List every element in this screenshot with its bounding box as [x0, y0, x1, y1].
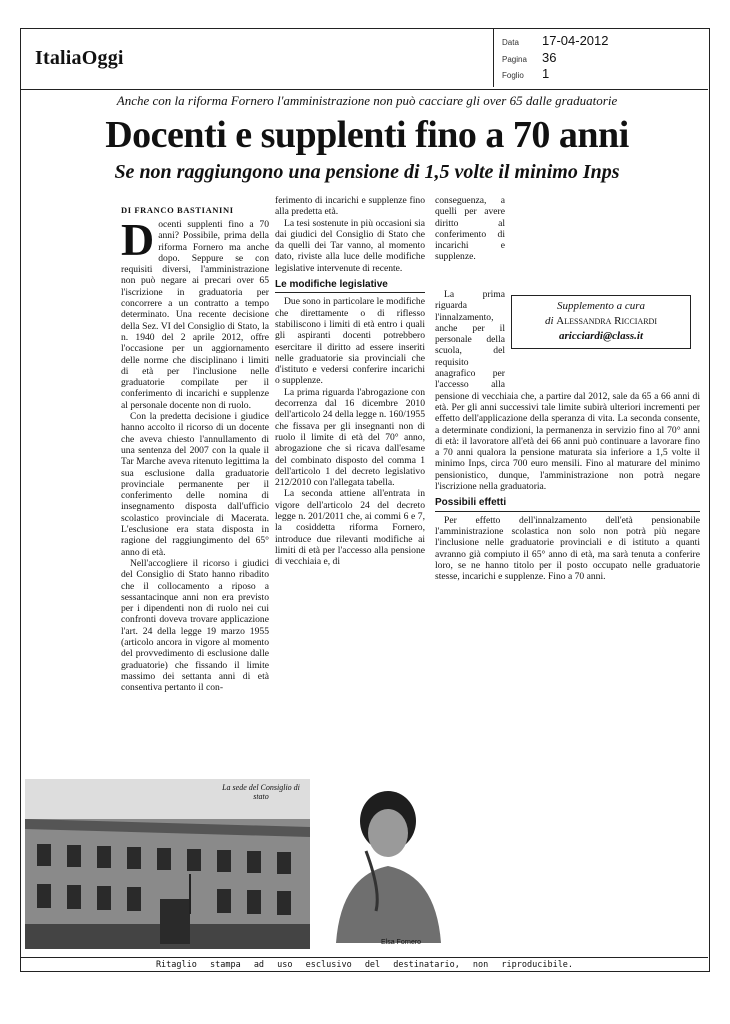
section-heading: Possibili effetti	[435, 497, 700, 511]
paragraph: La tesi sostenute in più occasioni sia dai giudici del Consiglio di Stato che da quelli dei Tar vanno, al momento dato, riviste alla luce delle modifiche legislative intervenute di recente.	[275, 217, 425, 274]
article-kicker: Anche con la riforma Fornero l'amministrazione non può cacciare gli over 65 dalle graduatorie	[116, 93, 618, 108]
supplement-editor: di Alessandra Ricciardi	[544, 315, 657, 327]
supplement-line: Supplemento a cura	[557, 300, 645, 312]
editor-name: Alessandra Ricciardi	[556, 315, 657, 327]
article-column-3	[435, 289, 700, 779]
article-title: Docenti e supplenti fino a 70 anni	[105, 114, 629, 156]
byline: DI FRANCO BASTIANINI	[121, 205, 234, 215]
paragraph: ferimento di incarichi e supplenze fino alla predetta età.	[275, 195, 425, 218]
article-column-2	[275, 195, 425, 779]
building-photo	[25, 779, 310, 949]
paragraph: conseguenza, a quelli per avere diritto al conferimento di incarichi e supplenze.	[435, 195, 505, 263]
paragraph: Per effetto dell'innalzamento dell'età pensionabile l'amministrazione scolastica non solo non potrà più negare l'inclusione nelle graduatorie provinciali e di istituto a quanti avranno già compiuto il 65° anno di età, ma sarà tenuta a conferire loro, se ne hanno titolo per il posto occupato nelle graduatorie stesse, incarichi e supplenze. Fino a 70 anni.	[435, 514, 700, 583]
sheet-label: Foglio	[502, 71, 524, 80]
page-label: Pagina	[502, 55, 527, 64]
date-label: Data	[502, 38, 519, 47]
paragraph: La prima riguarda l'abrogazione con decorrenza dal 16 dicembre 2010 dell'articolo 24 della legge n. 160/1955 che fissava per gli insegnanti non di ruolo il limite di età del 70° anno, abrogazione che si ricava dall'esame del combinato disposto del comma 1 dell'articolo 1 del decreto legislativo 212/2010 con l'allegata tabella.	[275, 386, 425, 489]
date-value: 17-04-2012	[542, 33, 609, 48]
supplement-box	[511, 295, 691, 349]
editor-email: aricciardi@class.it	[558, 330, 643, 342]
portrait-caption: Elsa Fornero	[381, 939, 422, 946]
clipping-footer: Ritaglio stampa ad uso esclusivo del destinatario, non riproducibile.	[21, 957, 708, 972]
clipping-header	[21, 29, 708, 90]
photo-caption: La sede del Consiglio di stato	[222, 783, 300, 801]
portrait-photo	[326, 781, 448, 943]
paragraph: La seconda attiene all'entrata in vigore dell'articolo 24 del decreto legge n. 201/2011 che, ai commi 6 e 7, la cosiddetta riforma Fornero, introduce due rilevanti modifiche ai limiti di età per l'accesso alla pensione di vecchiaia e, di	[275, 488, 425, 568]
paragraph: Nell'accogliere il ricorso i giudici del Consiglio di Stato hanno ribadito che il collocamento a riposo a sessantacinque anni non era previsto per i dipendenti non di ruolo nei cui confronti doveva trovare applicazione l'art. 24 della legge 19 marzo 1955 (articolo ancora in vigore al momento del provvedimento di esclusione dalle graduatorie) che fissando il limite massimo dei settanta anni di età consentiva pertanto il con-	[121, 557, 269, 694]
page-value: 36	[542, 50, 557, 65]
article-column-1	[121, 219, 269, 779]
article-subtitle: Se non raggiungono una pensione di 1,5 volte il minimo Inps	[114, 161, 620, 183]
sheet-value: 1	[542, 66, 550, 81]
clipping-meta	[493, 29, 709, 87]
section-heading: Le modifiche legislative	[275, 279, 425, 293]
paragraph: Due sono in particolare le modifiche che direttamente o di riflesso stabiliscono i limiti di età entro i quali gli aspiranti docenti potrebbero esercitare il diritto ad essere inseriti nelle graduatorie sia provinciali che d'istituto e vedersi conferire incarichi o supplenze.	[275, 296, 425, 387]
newspaper-logo: ItaliaOggi	[35, 47, 124, 69]
paragraph: Docenti supplenti fino a 70 anni? Possibile, prima della riforma Fornero ma anche dopo. Seppure se con requisiti diversi, l'amministrazione non può negare ai precari over 65 l'iscrizione in graduatoria per concorrere a un contratto a tempo determinato. Una recente decisione della Sez. VI del Consiglio di Stato, la n. 1940 del 2 aprile 2012, offre l'occasione per un aggiornamento delle norme che disciplinano i limiti di età per l'inclusione nelle graduatorie compilate per il conferimento di incarichi e supplenze al personale docente non di ruolo.	[121, 219, 269, 411]
paragraph: La prima riguarda l'innalzamento, anche per il personale della scuola, del requisito anagrafico per l'accesso alla pensione di vecchiaia che, a partire dal 2012, sale da 65 a 66 anni di età. Per gli anni successivi tale limite subirà ulteriori incrementi per effetto dell'applicazione della speranza di vita. La seconda consente, a determinate condizioni, la permanenza in servizio fino al 70° anni di età: il lavoratore all'età dei 66 anni può continuare a lavorare fino a 70 anni qualora la pensione maturata sia inferiore a 1,5 volte il minimo Inps, circa 700 euro mensili. Fino al maturare del minimo pensionistico, dunque, l'amministrazione non potrà negare l'iscrizione nella graduatoria.	[435, 289, 700, 493]
clipping-page	[20, 28, 710, 972]
drop-cap: D	[121, 219, 155, 265]
paragraph: Con la predetta decisione i giudice hanno accolto il ricorso di un docente che aveva chiesto l'annullamento di una sentenza del 2007 con la quale il Tar Marche aveva ritenuto legittima la sua esclusione dalla graduatorie provinciale permanente per il conferimento delle nomina di insegnamento disposta dall'ufficio scolastico provinciale di Macerata. L'esclusione era stata disposta in ragione del raggiungimento del 65° anno di età.	[121, 411, 269, 558]
